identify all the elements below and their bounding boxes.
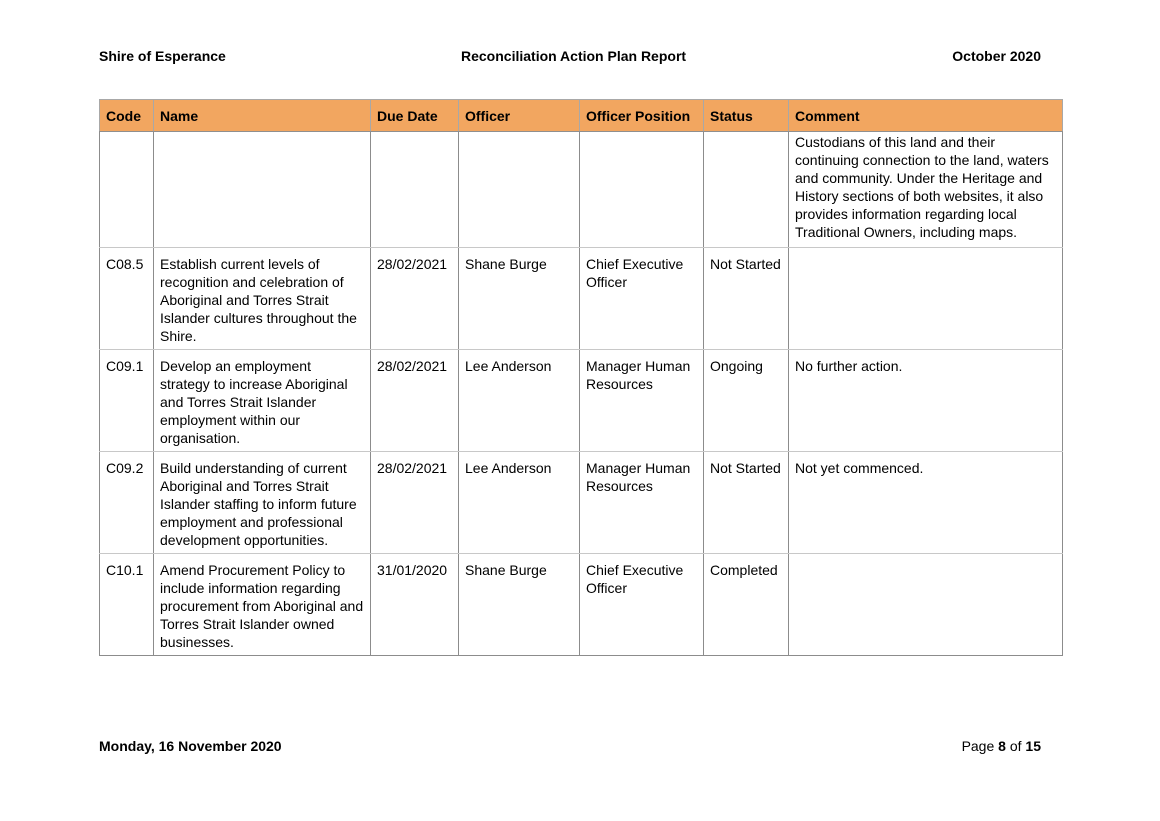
cell-code: C09.2 (100, 452, 154, 554)
cell-code (100, 132, 154, 248)
cell-officer-position: Manager Human Resources (580, 350, 704, 452)
cell-officer-position: Chief Executive Officer (580, 248, 704, 350)
cell-name: Amend Procurement Policy to include information regarding procurement from Aboriginal and Torres Strait Islander owned businesses. (154, 554, 371, 656)
cell-officer: Shane Burge (459, 554, 580, 656)
cell-due-date: 31/01/2020 (371, 554, 459, 656)
cell-status: Ongoing (704, 350, 789, 452)
cell-officer: Shane Burge (459, 248, 580, 350)
cell-officer: Lee Anderson (459, 350, 580, 452)
cell-officer-position: Manager Human Resources (580, 452, 704, 554)
report-title: Reconciliation Action Plan Report (461, 48, 687, 64)
footer-date: Monday, 16 November 2020 (99, 738, 282, 754)
organisation-name: Shire of Esperance (99, 48, 226, 64)
action-plan-table (99, 99, 1063, 656)
cell-comment (789, 248, 1063, 350)
cell-due-date: 28/02/2021 (371, 350, 459, 452)
cell-comment: Custodians of this land and their continuing connection to the land, waters and community. Under the Heritage and History sections of both websites, it also provides information regarding local Traditional Owners, including maps. (789, 132, 1063, 248)
cell-officer: Lee Anderson (459, 452, 580, 554)
cell-status: Not Started (704, 452, 789, 554)
cell-name: Build understanding of current Aboriginal and Torres Strait Islander staffing to inform future employment and professional development opportunities. (154, 452, 371, 554)
column-header-due-date: Due Date (371, 100, 459, 132)
cell-name: Establish current levels of recognition and celebration of Aboriginal and Torres Strait Islander cultures throughout the Shire. (154, 248, 371, 350)
cell-due-date (371, 132, 459, 248)
column-header-officer-position: Officer Position (580, 100, 704, 132)
cell-officer-position: Chief Executive Officer (580, 554, 704, 656)
column-header-comment: Comment (789, 100, 1063, 132)
cell-officer-position (580, 132, 704, 248)
column-header-status: Status (704, 100, 789, 132)
table-row (100, 554, 1063, 656)
page-number (962, 738, 1041, 754)
table-row (100, 452, 1063, 554)
column-header-code: Code (100, 100, 154, 132)
table-row (100, 350, 1063, 452)
page-header (99, 48, 1041, 68)
table-header-row (100, 100, 1063, 132)
cell-comment (789, 554, 1063, 656)
cell-status (704, 132, 789, 248)
report-period: October 2020 (952, 48, 1041, 64)
cell-comment: Not yet commenced. (789, 452, 1063, 554)
page-of: of (1009, 738, 1022, 754)
cell-officer (459, 132, 580, 248)
cell-comment: No further action. (789, 350, 1063, 452)
cell-status: Not Started (704, 248, 789, 350)
cell-due-date: 28/02/2021 (371, 248, 459, 350)
table-row (100, 248, 1063, 350)
cell-status: Completed (704, 554, 789, 656)
cell-name: Develop an employment strategy to increase Aboriginal and Torres Strait Islander employment within our organisation. (154, 350, 371, 452)
table-row (100, 132, 1063, 248)
cell-code: C10.1 (100, 554, 154, 656)
page-word: Page (961, 738, 995, 754)
column-header-name: Name (154, 100, 371, 132)
cell-code: C08.5 (100, 248, 154, 350)
cell-due-date: 28/02/2021 (371, 452, 459, 554)
page-current: 8 (998, 738, 1006, 754)
cell-name (154, 132, 371, 248)
column-header-officer: Officer (459, 100, 580, 132)
page-total: 15 (1025, 738, 1041, 754)
page-footer (99, 738, 1041, 758)
cell-code: C09.1 (100, 350, 154, 452)
